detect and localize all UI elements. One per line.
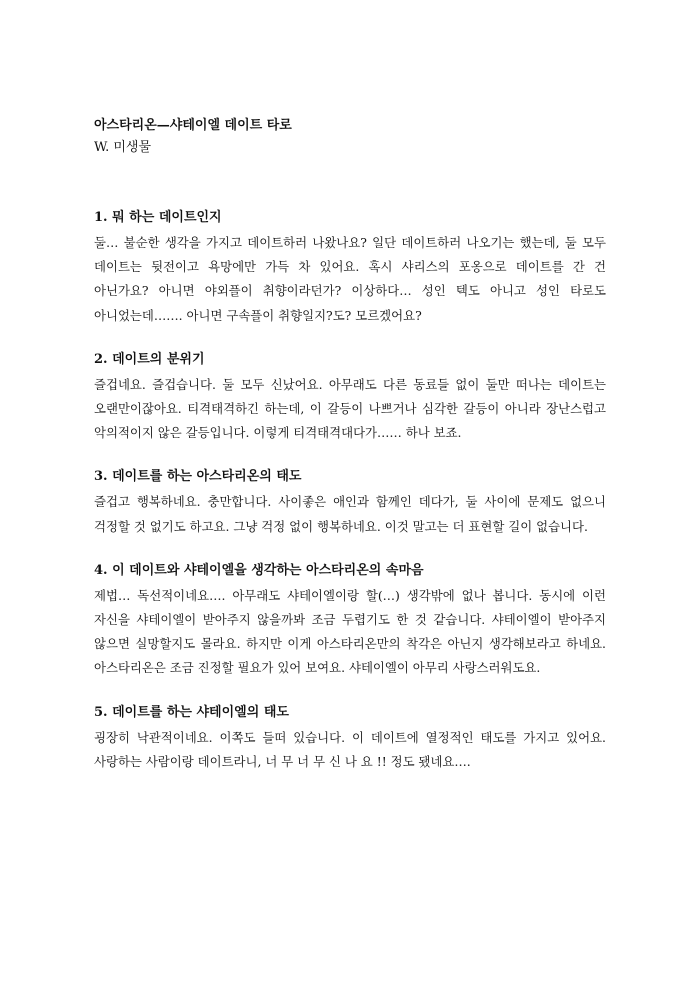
section-what-date: [94, 208, 606, 328]
section-body: 즐겁네요. 즐겁습니다. 둘 모두 신났어요. 아무래도 다른 동료들 없이 둘만 떠나는 데이트는 오랜만이잖아요. 티격태격하긴 하는데, 이 갈등이 나쁘거나 심각한 갈등이 아니라 장난스럽고 악의적이지 않은 갈등입니다. 이렇게 티격태격대다가…… 하나 보죠.: [94, 376, 606, 441]
section-body: 즐겁고 행복하네요. 충만합니다. 사이좋은 애인과 함께인 데다가, 둘 사이에 문제도 없으니 걱정할 것 없기도 하고요. 그냥 걱정 없이 행복하네요. 이것 말고는 더 표현할 길이 없습니다.: [94, 494, 606, 534]
section-date-mood: [94, 350, 606, 446]
section-body: 제법… 독선적이네요…. 아무래도 샤테이엘이랑 할(…) 생각밖에 없나 봅니다. 동시에 이런 자신을 샤테이엘이 받아주지 않을까봐 조금 두렵기도 한 것 같습니다. 샤테이엘이 받아주지 않으면 실망할지도 몰라요. 하지만 이게 아스타리온만의 착각은 아닌지 생각해보라고 하네요. 아스타리온은 조금 진정할 필요가 있어 보여요. 샤테이엘이 아무리 사랑스러워도요.: [94, 587, 606, 676]
section-astarion-inner-thoughts: [94, 561, 606, 681]
document-page: [94, 116, 606, 774]
section-heading: 1. 뭐 하는 데이트인지: [94, 210, 222, 225]
document-title: 아스타리온—샤테이엘 데이트 타로: [94, 118, 292, 133]
section-heading: 4. 이 데이트와 샤테이엘을 생각하는 아스타리온의 속마음: [94, 562, 424, 578]
section-astarion-attitude: [94, 467, 606, 538]
section-shateiel-attitude: [94, 703, 606, 774]
section-heading: 3. 데이트를 하는 아스타리온의 태도: [94, 469, 302, 485]
section-heading: 2. 데이트의 분위기: [94, 351, 205, 367]
section-body: 굉장히 낙관적이네요. 이쪽도 들떠 있습니다. 이 데이트에 열정적인 태도를 가지고 있어요. 사랑하는 사람이랑 데이트라니, 너 무 너 무 신 나 요 !! 정도 됐네요….: [94, 729, 606, 769]
section-heading: 5. 데이트를 하는 샤테이엘의 태도: [94, 704, 289, 720]
section-body: 둘… 불순한 생각을 가지고 데이트하러 나왔나요? 일단 데이트하러 나오기는 했는데, 둘 모두 데이트는 뒷전이고 욕망에만 가득 차 있어요. 혹시 샤리스의 포옹으로 데이트를 간 건 아닌가요? 아니면 야외플이 취향이라던가? 이상하다… 성인 텍도 아니고 성인 타로도 아니었는데……. 아니면 구속플이 취향일지?도? 모르겠어요?: [94, 235, 606, 323]
document-author: W. 미생물: [94, 140, 152, 155]
